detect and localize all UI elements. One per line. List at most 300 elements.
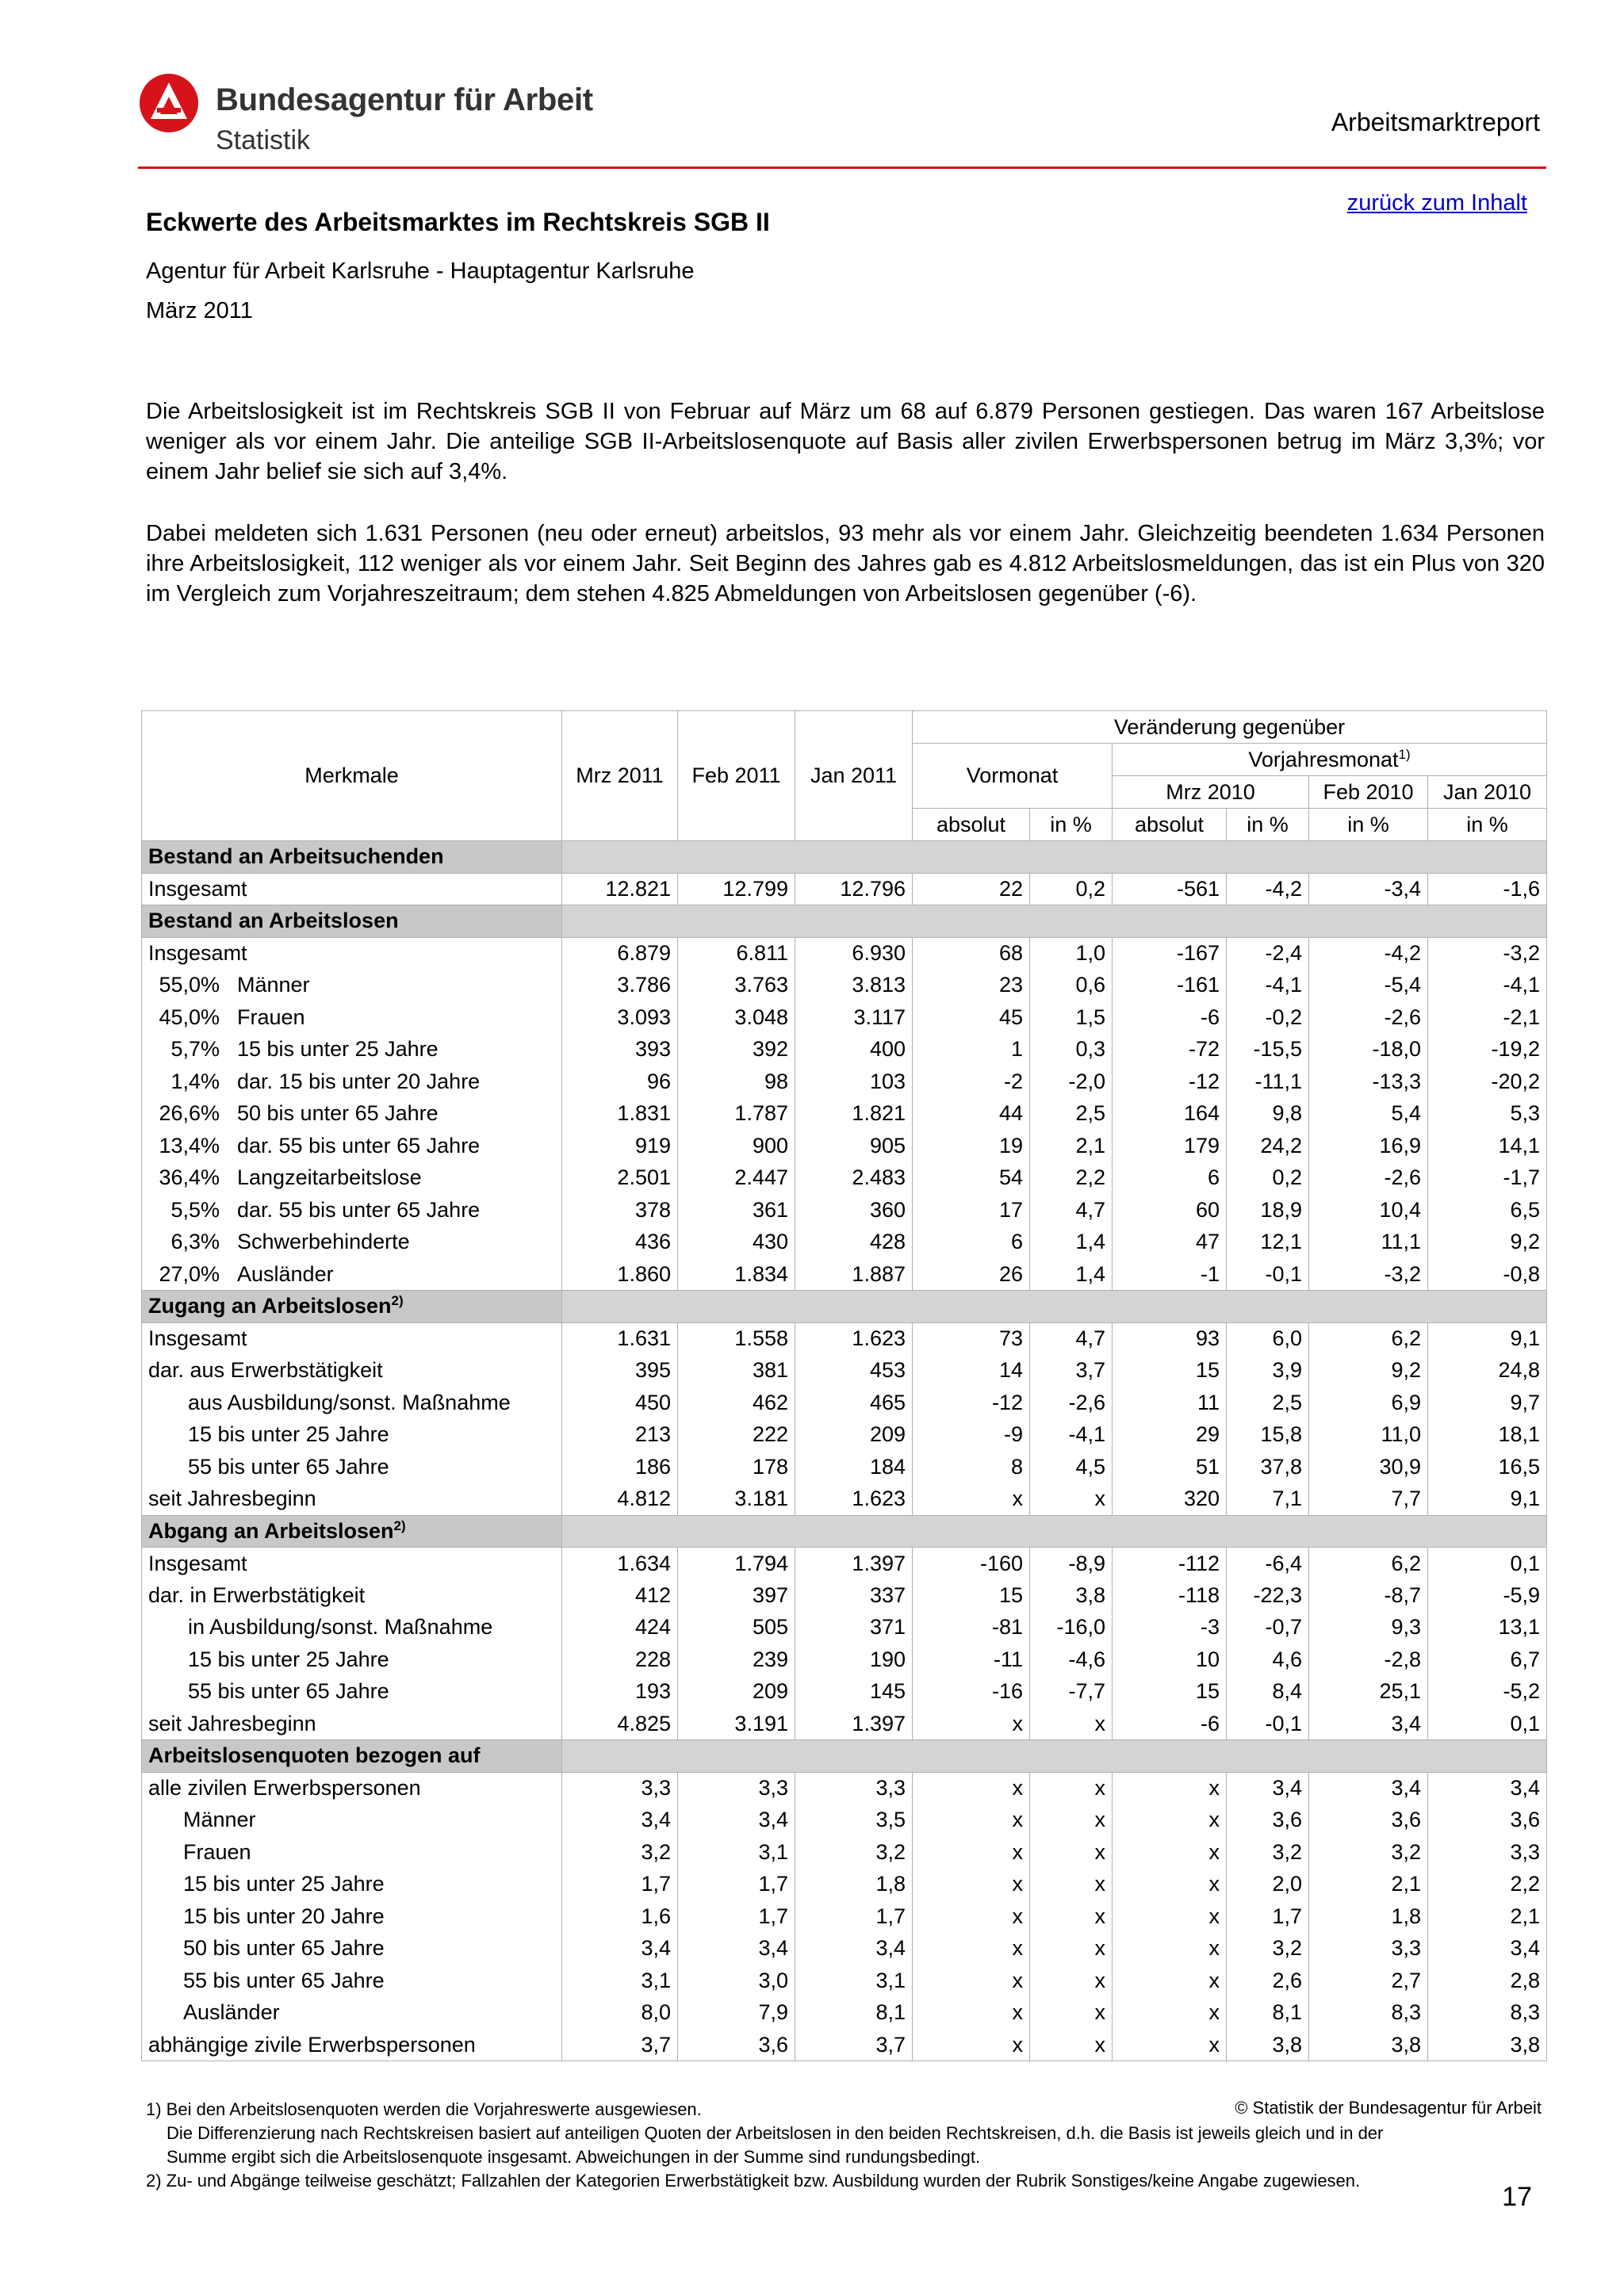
row-label-cell <box>142 1162 562 1195</box>
value-cell: x <box>1030 1804 1113 1837</box>
header-divider <box>138 166 1546 169</box>
value-cell: x <box>913 1804 1030 1837</box>
row-label-cell <box>142 1194 562 1226</box>
row-label: seit Jahresbeginn <box>148 1711 316 1735</box>
value-cell: 3,1 <box>678 1836 795 1869</box>
footnote-2: 2) Zu- und Abgänge teilweise geschätzt; Fallzahlen der Kategorien Erwerbstätigkeit bzw. Ausbildung wurden der Rubrik Sonstiges/keine Angabe zugewiesen. <box>146 2171 1361 2191</box>
table-row <box>142 1965 1547 1997</box>
value-cell: -4,1 <box>1428 970 1547 1002</box>
value-cell: 4,5 <box>1030 1451 1113 1483</box>
value-cell: 3,2 <box>795 1836 913 1869</box>
row-label: Insgesamt <box>148 1551 247 1575</box>
value-cell: -20,2 <box>1428 1066 1547 1098</box>
value-cell: x <box>1113 1804 1227 1837</box>
value-cell: -18,0 <box>1309 1034 1428 1066</box>
value-cell: -1,6 <box>1428 873 1547 905</box>
value-cell: 3,9 <box>1227 1355 1309 1387</box>
value-cell: 1.860 <box>562 1258 678 1291</box>
table-row <box>142 1933 1547 1965</box>
value-cell: -5,9 <box>1428 1579 1547 1612</box>
row-label: Schwerbehinderte <box>237 1230 410 1254</box>
value-cell: 145 <box>795 1676 913 1709</box>
value-cell: 3,3 <box>562 1772 678 1804</box>
value-cell: 15 <box>1113 1355 1227 1387</box>
value-cell: 3,8 <box>1227 2029 1309 2061</box>
value-cell: 2,5 <box>1227 1387 1309 1419</box>
section-title <box>142 905 562 938</box>
value-cell: -6 <box>1113 1001 1227 1034</box>
share-percent: 45,0% <box>159 1004 220 1029</box>
section-fill <box>562 1515 1547 1548</box>
value-cell: 6.879 <box>562 937 678 970</box>
header-feb-2010: Feb 2010 <box>1309 776 1428 809</box>
value-cell: 6,7 <box>1428 1644 1547 1676</box>
value-cell: 2,1 <box>1309 1869 1428 1901</box>
value-cell: 1.397 <box>795 1548 913 1580</box>
labour-market-table <box>141 710 1547 2061</box>
value-cell: 1.831 <box>562 1098 678 1131</box>
value-cell: 186 <box>562 1451 678 1483</box>
value-cell: 4,7 <box>1030 1194 1113 1226</box>
value-cell: 0,2 <box>1030 873 1113 905</box>
section-fill <box>562 1291 1547 1323</box>
table-row <box>142 1162 1547 1195</box>
row-label-cell <box>142 1226 562 1259</box>
value-cell: -8,9 <box>1030 1548 1113 1580</box>
header-jan-2011: Jan 2011 <box>795 711 913 841</box>
value-cell: x <box>1030 1933 1113 1965</box>
value-cell: x <box>1113 1933 1227 1965</box>
header-vormonat: Vormonat <box>913 744 1113 809</box>
row-label-cell <box>142 970 562 1002</box>
value-cell: 3,6 <box>678 2029 795 2061</box>
table-row <box>142 1451 1547 1483</box>
value-cell: 228 <box>562 1644 678 1676</box>
row-label: seit Jahresbeginn <box>148 1487 316 1510</box>
value-cell: -2,1 <box>1428 1001 1547 1034</box>
value-cell: 462 <box>678 1387 795 1419</box>
value-cell: 3,4 <box>562 1804 678 1837</box>
table-row <box>142 1804 1547 1837</box>
value-cell: 3,2 <box>1309 1836 1428 1869</box>
row-label-cell <box>142 1579 562 1612</box>
row-label-cell <box>142 1034 562 1066</box>
value-cell: 24,8 <box>1428 1355 1547 1387</box>
value-cell: 9,3 <box>1309 1612 1428 1644</box>
section-title <box>142 1515 562 1548</box>
value-cell: -167 <box>1113 937 1227 970</box>
value-cell: -3,2 <box>1309 1258 1428 1291</box>
value-cell: 179 <box>1113 1130 1227 1162</box>
value-cell: 1,7 <box>678 1900 795 1933</box>
value-cell: 1,6 <box>562 1900 678 1933</box>
section-fill <box>562 905 1547 938</box>
value-cell: 45 <box>913 1001 1030 1034</box>
value-cell: x <box>913 2029 1030 2061</box>
value-cell: 5,4 <box>1309 1098 1428 1131</box>
section-title <box>142 841 562 874</box>
header-merkmale: Merkmale <box>142 711 562 841</box>
value-cell: 239 <box>678 1644 795 1676</box>
value-cell: -0,1 <box>1227 1258 1309 1291</box>
value-cell: -2 <box>913 1066 1030 1098</box>
value-cell: -72 <box>1113 1034 1227 1066</box>
row-label: dar. 15 bis unter 20 Jahre <box>237 1069 481 1093</box>
value-cell: 2,0 <box>1227 1869 1309 1901</box>
value-cell: 44 <box>913 1098 1030 1131</box>
row-label: Insgesamt <box>148 1326 247 1350</box>
value-cell: 3,1 <box>562 1965 678 1997</box>
row-label: Männer <box>183 1808 256 1832</box>
value-cell: 2,5 <box>1030 1098 1113 1131</box>
value-cell: -8,7 <box>1309 1579 1428 1612</box>
table-row <box>142 970 1547 1002</box>
value-cell: 378 <box>562 1194 678 1226</box>
row-label: 50 bis unter 65 Jahre <box>183 1936 385 1961</box>
value-cell: 1.397 <box>795 1708 913 1740</box>
share-percent: 5,5% <box>170 1197 220 1222</box>
section-title-text: Bestand an Arbeitsuchenden <box>148 844 444 869</box>
table-row <box>142 1836 1547 1869</box>
value-cell: 11,1 <box>1309 1226 1428 1259</box>
share-percent: 1,4% <box>170 1069 220 1093</box>
value-cell: x <box>1113 1772 1227 1804</box>
value-cell: 453 <box>795 1355 913 1387</box>
value-cell: 30,9 <box>1309 1451 1428 1483</box>
table-row <box>142 1483 1547 1516</box>
value-cell: 2.447 <box>678 1162 795 1195</box>
table-row <box>142 1676 1547 1709</box>
table-row <box>142 1612 1547 1644</box>
value-cell: 0,1 <box>1428 1708 1547 1740</box>
value-cell: 3,4 <box>1428 1772 1547 1804</box>
value-cell: 0,6 <box>1030 970 1113 1002</box>
row-label-cell <box>142 1965 562 1997</box>
table-row <box>142 1387 1547 1419</box>
value-cell: 3,6 <box>1309 1804 1428 1837</box>
section-fill <box>562 1740 1547 1773</box>
share-percent: 6,3% <box>170 1230 220 1254</box>
value-cell: 505 <box>678 1612 795 1644</box>
value-cell: 1,7 <box>1227 1900 1309 1933</box>
value-cell: 37,8 <box>1227 1451 1309 1483</box>
value-cell: x <box>1030 1836 1113 1869</box>
value-cell: 3,4 <box>1309 1708 1428 1740</box>
value-cell: 428 <box>795 1226 913 1259</box>
value-cell: 2,1 <box>1030 1130 1113 1162</box>
row-label-cell <box>142 1676 562 1709</box>
row-label: dar. in Erwerbstätigkeit <box>148 1582 366 1607</box>
value-cell: -11 <box>913 1644 1030 1676</box>
value-cell: 2,6 <box>1227 1965 1309 1997</box>
header-mrz-2011: Mrz 2011 <box>562 711 678 841</box>
value-cell: 3,4 <box>562 1933 678 1965</box>
row-label-cell <box>142 1451 562 1483</box>
value-cell: 919 <box>562 1130 678 1162</box>
value-cell: 3,4 <box>1309 1772 1428 1804</box>
row-label: 55 bis unter 65 Jahre <box>188 1454 389 1479</box>
value-cell: x <box>913 1869 1030 1901</box>
value-cell: 3,3 <box>678 1772 795 1804</box>
value-cell: -3,4 <box>1309 873 1428 905</box>
value-cell: -0,7 <box>1227 1612 1309 1644</box>
row-label-cell <box>142 1900 562 1933</box>
value-cell: -13,3 <box>1309 1066 1428 1098</box>
value-cell: -561 <box>1113 873 1227 905</box>
value-cell: 3.813 <box>795 970 913 1002</box>
value-cell: 3,0 <box>678 1965 795 1997</box>
value-cell: 3,3 <box>1428 1836 1547 1869</box>
value-cell: 93 <box>1113 1322 1227 1355</box>
table-body <box>142 841 1547 2061</box>
row-label-cell <box>142 1322 562 1355</box>
header-in-pct: in % <box>1309 809 1428 841</box>
value-cell: 1,7 <box>795 1900 913 1933</box>
table-row <box>142 1130 1547 1162</box>
row-label: Ausländer <box>237 1261 334 1286</box>
value-cell: 12.821 <box>562 873 678 905</box>
value-cell: 5,3 <box>1428 1098 1547 1131</box>
value-cell: 3.117 <box>795 1001 913 1034</box>
value-cell: 393 <box>562 1034 678 1066</box>
value-cell: 465 <box>795 1387 913 1419</box>
value-cell: x <box>1030 1900 1113 1933</box>
row-label: 15 bis unter 25 Jahre <box>188 1647 389 1671</box>
value-cell: 9,2 <box>1309 1355 1428 1387</box>
value-cell: -16 <box>913 1676 1030 1709</box>
value-cell: 3,5 <box>795 1804 913 1837</box>
row-label: Insgesamt <box>148 941 247 965</box>
value-cell: 12.799 <box>678 873 795 905</box>
value-cell: x <box>1030 1708 1113 1740</box>
header-in-pct: in % <box>1227 809 1309 841</box>
header-in-pct: in % <box>1030 809 1113 841</box>
value-cell: 8 <box>913 1451 1030 1483</box>
value-cell: -2,0 <box>1030 1066 1113 1098</box>
value-cell: -160 <box>913 1548 1030 1580</box>
table-row <box>142 873 1547 905</box>
value-cell: 24,2 <box>1227 1130 1309 1162</box>
value-cell: 4,6 <box>1227 1644 1309 1676</box>
value-cell: 2,2 <box>1428 1869 1547 1901</box>
row-label-cell <box>142 1387 562 1419</box>
value-cell: 6.930 <box>795 937 913 970</box>
value-cell: x <box>1030 1965 1113 1997</box>
share-percent: 13,4% <box>159 1133 220 1158</box>
value-cell: x <box>913 1772 1030 1804</box>
value-cell: 164 <box>1113 1098 1227 1131</box>
value-cell: 3.048 <box>678 1001 795 1034</box>
share-percent: 5,7% <box>170 1037 220 1062</box>
row-label: 15 bis unter 25 Jahre <box>237 1037 439 1062</box>
value-cell: 15 <box>913 1579 1030 1612</box>
value-cell: 18,1 <box>1428 1419 1547 1452</box>
table-row <box>142 1001 1547 1034</box>
value-cell: 6,0 <box>1227 1322 1309 1355</box>
value-cell: 0,3 <box>1030 1034 1113 1066</box>
value-cell: 4.812 <box>562 1483 678 1516</box>
value-cell: 8,1 <box>795 1997 913 2030</box>
row-label-cell <box>142 1708 562 1740</box>
value-cell: 3,4 <box>1227 1772 1309 1804</box>
value-cell: 3.763 <box>678 970 795 1002</box>
value-cell: 3,3 <box>1309 1933 1428 1965</box>
value-cell: 15 <box>1113 1676 1227 1709</box>
value-cell: 371 <box>795 1612 913 1644</box>
value-cell: 3.191 <box>678 1708 795 1740</box>
table-row <box>142 1419 1547 1452</box>
table-row <box>142 1226 1547 1259</box>
table-row <box>142 1579 1547 1612</box>
value-cell: 2.483 <box>795 1162 913 1195</box>
value-cell: 14 <box>913 1355 1030 1387</box>
value-cell: 1 <box>913 1034 1030 1066</box>
section-title <box>142 1740 562 1773</box>
row-label: 15 bis unter 20 Jahre <box>183 1904 385 1928</box>
row-label-cell <box>142 873 562 905</box>
footnote-1-cont: Die Differenzierung nach Rechtskreisen basiert auf anteiligen Quoten der Arbeitslosen in den beiden Rechtskreisen, d.h. die Basis ist jeweils gleich und in der <box>167 2123 1384 2143</box>
report-month: März 2011 <box>146 298 253 323</box>
row-label-cell <box>142 1098 562 1131</box>
header-absolut: absolut <box>913 809 1030 841</box>
table-row <box>142 1034 1547 1066</box>
value-cell: 1.558 <box>678 1322 795 1355</box>
section-header-row <box>142 1291 1547 1323</box>
row-label: Männer <box>237 973 310 997</box>
value-cell: 19 <box>913 1130 1030 1162</box>
value-cell: 3,8 <box>1030 1579 1113 1612</box>
ba-logo-icon <box>138 73 200 133</box>
value-cell: 3,7 <box>795 2029 913 2061</box>
value-cell: 178 <box>678 1451 795 1483</box>
value-cell: 400 <box>795 1034 913 1066</box>
value-cell: -15,5 <box>1227 1034 1309 1066</box>
value-cell: 3.093 <box>562 1001 678 1034</box>
value-cell: 3,6 <box>1428 1804 1547 1837</box>
value-cell: -16,0 <box>1030 1612 1113 1644</box>
value-cell: 3.786 <box>562 970 678 1002</box>
agency-name: Agentur für Arbeit Karlsruhe - Hauptagentur Karlsruhe <box>146 258 695 284</box>
section-title <box>142 1291 562 1323</box>
value-cell: 103 <box>795 1066 913 1098</box>
value-cell: 1,4 <box>1030 1226 1113 1259</box>
row-label-cell <box>142 1836 562 1869</box>
value-cell: x <box>913 1965 1030 1997</box>
value-cell: 6,9 <box>1309 1387 1428 1419</box>
value-cell: -1 <box>1113 1258 1227 1291</box>
value-cell: 1.794 <box>678 1548 795 1580</box>
value-cell: -2,4 <box>1227 937 1309 970</box>
value-cell: 9,1 <box>1428 1483 1547 1516</box>
value-cell: 900 <box>678 1130 795 1162</box>
row-label-cell <box>142 1548 562 1580</box>
row-label-cell <box>142 1997 562 2030</box>
section-header-row <box>142 1515 1547 1548</box>
value-cell: 13,1 <box>1428 1612 1547 1644</box>
value-cell: -2,6 <box>1309 1162 1428 1195</box>
value-cell: 3,4 <box>678 1933 795 1965</box>
value-cell: 9,2 <box>1428 1226 1547 1259</box>
value-cell: -161 <box>1113 970 1227 1002</box>
value-cell: x <box>1113 1997 1227 2030</box>
value-cell: 3,6 <box>1227 1804 1309 1837</box>
value-cell: 905 <box>795 1130 913 1162</box>
value-cell: 16,5 <box>1428 1451 1547 1483</box>
value-cell: 2,8 <box>1428 1965 1547 1997</box>
table-row <box>142 1997 1547 2030</box>
value-cell: -9 <box>913 1419 1030 1452</box>
value-cell: 430 <box>678 1226 795 1259</box>
value-cell: 1.834 <box>678 1258 795 1291</box>
header-jan-2010: Jan 2010 <box>1428 776 1547 809</box>
header-feb-2011: Feb 2011 <box>678 711 795 841</box>
value-cell: 9,1 <box>1428 1322 1547 1355</box>
value-cell: 3.181 <box>678 1483 795 1516</box>
value-cell: 3,2 <box>1227 1933 1309 1965</box>
page-number: 17 <box>1502 2182 1532 2212</box>
table-row <box>142 937 1547 970</box>
value-cell: -1,7 <box>1428 1162 1547 1195</box>
row-label-cell <box>142 1258 562 1291</box>
value-cell: -7,7 <box>1030 1676 1113 1709</box>
value-cell: -112 <box>1113 1548 1227 1580</box>
summary-paragraph-1: Die Arbeitslosigkeit ist im Rechtskreis SGB II von Februar auf März um 68 auf 6.879 Personen gestiegen. Das waren 167 Arbeitslose weniger als vor einem Jahr. Die anteilige SGB II-Arbeitslosenquote auf Basis aller zivilen Erwerbspersonen betrug im März 3,3%; vor einem Jahr belief sie sich auf 3,4%. <box>146 399 1545 484</box>
row-label: Frauen <box>237 1004 305 1029</box>
value-cell: 22 <box>913 873 1030 905</box>
value-cell: 96 <box>562 1066 678 1098</box>
row-label: 50 bis unter 65 Jahre <box>237 1101 439 1126</box>
row-label: abhängige zivile Erwerbspersonen <box>148 2032 476 2057</box>
value-cell: -6,4 <box>1227 1548 1309 1580</box>
section-footnote-mark: 2) <box>391 1293 404 1309</box>
row-label-cell <box>142 1804 562 1837</box>
value-cell: -4,1 <box>1030 1419 1113 1452</box>
table-row <box>142 1772 1547 1804</box>
value-cell: -3 <box>1113 1612 1227 1644</box>
value-cell: 1.787 <box>678 1098 795 1131</box>
value-cell: -0,1 <box>1227 1708 1309 1740</box>
copyright: © Statistik der Bundesagentur für Arbeit <box>1235 2098 1542 2118</box>
table-row <box>142 1322 1547 1355</box>
table-row <box>142 1869 1547 1901</box>
row-label: 55 bis unter 65 Jahre <box>183 1968 385 1992</box>
row-label-cell <box>142 1483 562 1516</box>
value-cell: 3,4 <box>795 1933 913 1965</box>
value-cell: -6 <box>1113 1708 1227 1740</box>
value-cell: 3,2 <box>562 1836 678 1869</box>
row-label: Langzeitarbeitslose <box>237 1165 422 1190</box>
row-label: dar. 55 bis unter 65 Jahre <box>237 1197 481 1222</box>
value-cell: 8,3 <box>1309 1997 1428 2030</box>
value-cell: 222 <box>678 1419 795 1452</box>
row-label: dar. aus Erwerbstätigkeit <box>148 1358 383 1383</box>
value-cell: 68 <box>913 937 1030 970</box>
section-header-row <box>142 1740 1547 1773</box>
back-to-contents-link[interactable]: zurück zum Inhalt <box>1346 190 1527 216</box>
value-cell: 14,1 <box>1428 1130 1547 1162</box>
value-cell: -19,2 <box>1428 1034 1547 1066</box>
table-row <box>142 1708 1547 1740</box>
value-cell: x <box>1113 1965 1227 1997</box>
value-cell: 395 <box>562 1355 678 1387</box>
value-cell: 1.631 <box>562 1322 678 1355</box>
value-cell: 436 <box>562 1226 678 1259</box>
value-cell: x <box>1113 1869 1227 1901</box>
table-row <box>142 1066 1547 1098</box>
value-cell: 1.623 <box>795 1322 913 1355</box>
value-cell: 15,8 <box>1227 1419 1309 1452</box>
value-cell: -3,2 <box>1428 937 1547 970</box>
